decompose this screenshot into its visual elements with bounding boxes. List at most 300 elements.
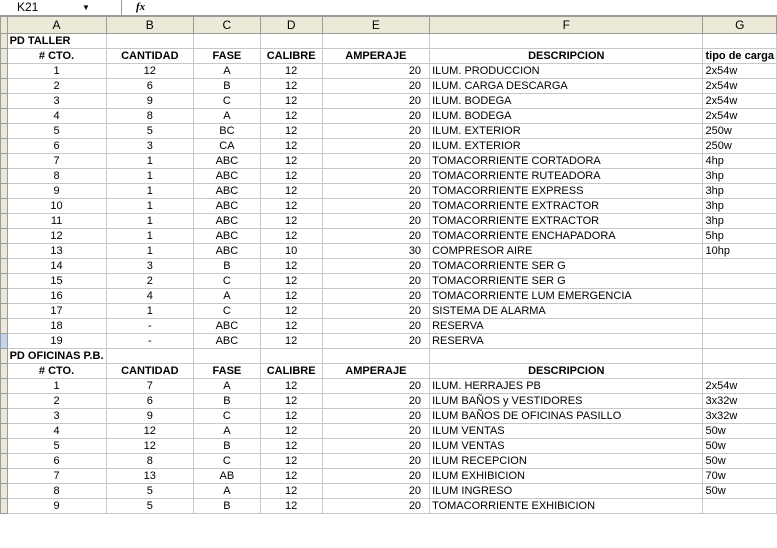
amperaje-cell[interactable]: 20: [322, 214, 429, 229]
fase-cell[interactable]: ABC: [194, 334, 261, 349]
tipo-carga-cell[interactable]: 3hp: [703, 184, 777, 199]
fase-cell[interactable]: C: [194, 304, 261, 319]
row-header[interactable]: [1, 79, 8, 94]
row-header[interactable]: [1, 394, 8, 409]
fase-cell[interactable]: ABC: [194, 319, 261, 334]
row-header[interactable]: [1, 364, 8, 379]
cto-cell[interactable]: 8: [7, 484, 106, 499]
tipo-carga-cell[interactable]: 70w: [703, 469, 777, 484]
name-box-value: K21: [17, 0, 39, 14]
descripcion-cell[interactable]: RESERVA: [430, 319, 703, 334]
amperaje-cell[interactable]: 20: [322, 379, 429, 394]
tipo-carga-cell[interactable]: 50w: [703, 484, 777, 499]
empty-cell[interactable]: [194, 349, 261, 364]
row-header[interactable]: [1, 409, 8, 424]
cto-cell[interactable]: 11: [7, 214, 106, 229]
descripcion-cell[interactable]: TOMACORRIENTE RUTEADORA: [430, 169, 703, 184]
cantidad-cell[interactable]: 5: [106, 484, 194, 499]
amperaje-cell[interactable]: 20: [322, 124, 429, 139]
column-header-a[interactable]: A: [7, 17, 106, 34]
row-header[interactable]: [1, 289, 8, 304]
calibre-cell[interactable]: 12: [260, 199, 322, 214]
fase-cell[interactable]: A: [194, 424, 261, 439]
fase-cell[interactable]: C: [194, 409, 261, 424]
empty-cell[interactable]: [430, 349, 703, 364]
row-header[interactable]: [1, 64, 8, 79]
tipo-carga-cell[interactable]: 3hp: [703, 169, 777, 184]
cantidad-cell[interactable]: 4: [106, 289, 194, 304]
descripcion-cell[interactable]: TOMACORRIENTE SER G: [430, 259, 703, 274]
row-header[interactable]: [1, 484, 8, 499]
amperaje-cell[interactable]: 20: [322, 274, 429, 289]
cto-cell[interactable]: 9: [7, 184, 106, 199]
row-header[interactable]: [1, 469, 8, 484]
empty-cell[interactable]: [703, 34, 777, 49]
table-row: [1, 274, 777, 289]
calibre-cell[interactable]: 12: [260, 109, 322, 124]
cto-cell[interactable]: 18: [7, 319, 106, 334]
cto-cell[interactable]: 12: [7, 229, 106, 244]
cantidad-cell[interactable]: 7: [106, 379, 194, 394]
formula-bar: [0, 0, 777, 16]
table-row: [1, 439, 777, 454]
header-fase[interactable]: FASE: [194, 49, 261, 64]
tipo-carga-cell[interactable]: 2x54w: [703, 379, 777, 394]
section-title-row: [1, 349, 777, 364]
select-all-corner[interactable]: [1, 17, 8, 34]
amperaje-cell[interactable]: 20: [322, 199, 429, 214]
table-row: [1, 379, 777, 394]
empty-cell[interactable]: [703, 349, 777, 364]
empty-cell[interactable]: [106, 34, 194, 49]
cto-cell[interactable]: 6: [7, 454, 106, 469]
fx-icon[interactable]: fx: [136, 1, 146, 13]
cantidad-cell[interactable]: 6: [106, 394, 194, 409]
empty-cell[interactable]: [322, 34, 429, 49]
cantidad-cell[interactable]: -: [106, 319, 194, 334]
tipo-carga-cell[interactable]: [703, 289, 777, 304]
header-cto[interactable]: # CTO.: [7, 49, 106, 64]
table-row: [1, 169, 777, 184]
table-row: [1, 199, 777, 214]
cto-cell[interactable]: 17: [7, 304, 106, 319]
cantidad-cell[interactable]: 3: [106, 139, 194, 154]
fase-cell[interactable]: A: [194, 379, 261, 394]
fase-cell[interactable]: ABC: [194, 154, 261, 169]
calibre-cell[interactable]: 12: [260, 259, 322, 274]
cto-cell[interactable]: 3: [7, 94, 106, 109]
calibre-cell[interactable]: 12: [260, 484, 322, 499]
fase-cell[interactable]: C: [194, 454, 261, 469]
amperaje-cell[interactable]: 20: [322, 484, 429, 499]
fase-cell[interactable]: A: [194, 109, 261, 124]
amperaje-cell[interactable]: 30: [322, 244, 429, 259]
calibre-cell[interactable]: 12: [260, 184, 322, 199]
section-title-row: [1, 34, 777, 49]
amperaje-cell[interactable]: 20: [322, 139, 429, 154]
spreadsheet-grid: [0, 16, 777, 514]
fase-cell[interactable]: A: [194, 484, 261, 499]
table-row: [1, 469, 777, 484]
row-header[interactable]: [1, 454, 8, 469]
tipo-carga-cell[interactable]: 2x54w: [703, 64, 777, 79]
amperaje-cell[interactable]: 20: [322, 79, 429, 94]
amperaje-cell[interactable]: 20: [322, 94, 429, 109]
calibre-cell[interactable]: 12: [260, 229, 322, 244]
header-descripcion[interactable]: DESCRIPCION: [430, 364, 703, 379]
cantidad-cell[interactable]: 1: [106, 184, 194, 199]
descripcion-cell[interactable]: ILUM BAÑOS DE OFICINAS PASILLO: [430, 409, 703, 424]
cto-cell[interactable]: 19: [7, 334, 106, 349]
empty-cell[interactable]: [430, 34, 703, 49]
table-row: [1, 124, 777, 139]
calibre-cell[interactable]: 12: [260, 439, 322, 454]
amperaje-cell[interactable]: 20: [322, 289, 429, 304]
fase-cell[interactable]: A: [194, 289, 261, 304]
calibre-cell[interactable]: 12: [260, 409, 322, 424]
amperaje-cell[interactable]: 20: [322, 154, 429, 169]
tipo-carga-cell[interactable]: 3x32w: [703, 409, 777, 424]
tipo-carga-cell[interactable]: [703, 274, 777, 289]
cantidad-cell[interactable]: 9: [106, 94, 194, 109]
row-header[interactable]: [1, 379, 8, 394]
header-cto[interactable]: # CTO.: [7, 364, 106, 379]
descripcion-cell[interactable]: ILUM. BODEGA: [430, 109, 703, 124]
table-row: [1, 409, 777, 424]
descripcion-cell[interactable]: TOMACORRIENTE ENCHAPADORA: [430, 229, 703, 244]
calibre-cell[interactable]: 12: [260, 289, 322, 304]
descripcion-cell[interactable]: TOMACORRIENTE SER G: [430, 274, 703, 289]
calibre-cell[interactable]: 12: [260, 154, 322, 169]
amperaje-cell[interactable]: 20: [322, 499, 429, 514]
amperaje-cell[interactable]: 20: [322, 109, 429, 124]
fase-cell[interactable]: ABC: [194, 229, 261, 244]
descripcion-cell[interactable]: ILUM. EXTERIOR: [430, 124, 703, 139]
descripcion-cell[interactable]: TOMACORRIENTE EXTRACTOR: [430, 199, 703, 214]
row-header[interactable]: [1, 244, 8, 259]
cto-cell[interactable]: 5: [7, 439, 106, 454]
tipo-carga-cell[interactable]: 50w: [703, 424, 777, 439]
calibre-cell[interactable]: 12: [260, 79, 322, 94]
column-header-b[interactable]: B: [106, 17, 194, 34]
cto-cell[interactable]: 1: [7, 379, 106, 394]
row-header[interactable]: [1, 274, 8, 289]
section-title[interactable]: PD TALLER: [7, 34, 106, 49]
tipo-carga-cell[interactable]: [703, 499, 777, 514]
header-tipo[interactable]: tipo de carga: [703, 49, 777, 64]
row-header[interactable]: [1, 229, 8, 244]
table-row: [1, 109, 777, 124]
cantidad-cell[interactable]: 1: [106, 169, 194, 184]
table-row: [1, 484, 777, 499]
table-row: [1, 94, 777, 109]
cto-cell[interactable]: 8: [7, 169, 106, 184]
cantidad-cell[interactable]: 3: [106, 259, 194, 274]
calibre-cell[interactable]: 12: [260, 124, 322, 139]
row-header[interactable]: [1, 199, 8, 214]
table-row: [1, 64, 777, 79]
row-header[interactable]: [1, 34, 8, 49]
row-header[interactable]: [1, 334, 8, 349]
row-header[interactable]: [1, 124, 8, 139]
fase-cell[interactable]: B: [194, 259, 261, 274]
table-row: [1, 424, 777, 439]
cantidad-cell[interactable]: 12: [106, 424, 194, 439]
cantidad-cell[interactable]: 1: [106, 304, 194, 319]
cto-cell[interactable]: 14: [7, 259, 106, 274]
cantidad-cell[interactable]: 5: [106, 499, 194, 514]
fase-cell[interactable]: ABC: [194, 199, 261, 214]
section-header-row: [1, 49, 777, 64]
tipo-carga-cell[interactable]: 10hp: [703, 244, 777, 259]
cantidad-cell[interactable]: -: [106, 334, 194, 349]
formula-input[interactable]: [154, 0, 774, 15]
column-header-c[interactable]: C: [194, 17, 261, 34]
table-row: [1, 334, 777, 349]
empty-cell[interactable]: [260, 34, 322, 49]
descripcion-cell[interactable]: TOMACORRIENTE CORTADORA: [430, 154, 703, 169]
header-calibre[interactable]: CALIBRE: [260, 49, 322, 64]
cantidad-cell[interactable]: 1: [106, 229, 194, 244]
table-row: [1, 214, 777, 229]
fase-cell[interactable]: ABC: [194, 214, 261, 229]
descripcion-cell[interactable]: COMPRESOR AIRE: [430, 244, 703, 259]
header-cantidad[interactable]: CANTIDAD: [106, 364, 194, 379]
section-header-row: [1, 364, 777, 379]
table-row: [1, 259, 777, 274]
cto-cell[interactable]: 2: [7, 394, 106, 409]
table-row: [1, 319, 777, 334]
column-header-row: [1, 17, 777, 34]
cantidad-cell[interactable]: 12: [106, 439, 194, 454]
amperaje-cell[interactable]: 20: [322, 469, 429, 484]
cantidad-cell[interactable]: 1: [106, 214, 194, 229]
header-fase[interactable]: FASE: [194, 364, 261, 379]
fase-cell[interactable]: A: [194, 64, 261, 79]
row-header[interactable]: [1, 499, 8, 514]
descripcion-cell[interactable]: ILUM RECEPCION: [430, 454, 703, 469]
fase-cell[interactable]: B: [194, 79, 261, 94]
calibre-cell[interactable]: 12: [260, 274, 322, 289]
descripcion-cell[interactable]: TOMACORRIENTE EXHIBICION: [430, 499, 703, 514]
cto-cell[interactable]: 13: [7, 244, 106, 259]
cto-cell[interactable]: 7: [7, 469, 106, 484]
calibre-cell[interactable]: 12: [260, 424, 322, 439]
tipo-carga-cell[interactable]: 50w: [703, 454, 777, 469]
descripcion-cell[interactable]: TOMACORRIENTE LUM EMERGENCIA: [430, 289, 703, 304]
calibre-cell[interactable]: 12: [260, 319, 322, 334]
cto-cell[interactable]: 4: [7, 424, 106, 439]
cantidad-cell[interactable]: 13: [106, 469, 194, 484]
fase-cell[interactable]: AB: [194, 469, 261, 484]
cantidad-cell[interactable]: 1: [106, 199, 194, 214]
fase-cell[interactable]: C: [194, 274, 261, 289]
row-header[interactable]: [1, 439, 8, 454]
cto-cell[interactable]: 2: [7, 79, 106, 94]
descripcion-cell[interactable]: ILUM. PRODUCCION: [430, 64, 703, 79]
header-cantidad[interactable]: CANTIDAD: [106, 49, 194, 64]
row-header[interactable]: [1, 94, 8, 109]
fase-cell[interactable]: B: [194, 439, 261, 454]
chevron-down-icon[interactable]: ▼: [82, 3, 90, 12]
cantidad-cell[interactable]: 8: [106, 109, 194, 124]
tipo-carga-cell[interactable]: 2x54w: [703, 79, 777, 94]
descripcion-cell[interactable]: ILUM. EXTERIOR: [430, 139, 703, 154]
amperaje-cell[interactable]: 20: [322, 454, 429, 469]
fase-cell[interactable]: ABC: [194, 184, 261, 199]
cantidad-cell[interactable]: 5: [106, 124, 194, 139]
row-header[interactable]: [1, 304, 8, 319]
cto-cell[interactable]: 3: [7, 409, 106, 424]
amperaje-cell[interactable]: 20: [322, 409, 429, 424]
grid-body: [1, 34, 777, 514]
tipo-carga-cell[interactable]: 250w: [703, 139, 777, 154]
empty-cell[interactable]: [106, 349, 194, 364]
row-header[interactable]: [1, 109, 8, 124]
cantidad-cell[interactable]: 8: [106, 454, 194, 469]
tipo-carga-cell[interactable]: 2x54w: [703, 94, 777, 109]
amperaje-cell[interactable]: 20: [322, 439, 429, 454]
amperaje-cell[interactable]: 20: [322, 64, 429, 79]
row-header[interactable]: [1, 424, 8, 439]
calibre-cell[interactable]: 12: [260, 169, 322, 184]
empty-cell[interactable]: [194, 34, 261, 49]
calibre-cell[interactable]: 12: [260, 214, 322, 229]
tipo-carga-cell[interactable]: [703, 319, 777, 334]
tipo-carga-cell[interactable]: 50w: [703, 439, 777, 454]
row-header[interactable]: [1, 169, 8, 184]
descripcion-cell[interactable]: ILUM INGRESO: [430, 484, 703, 499]
tipo-carga-cell[interactable]: [703, 259, 777, 274]
tipo-carga-cell[interactable]: 2x54w: [703, 109, 777, 124]
calibre-cell[interactable]: 12: [260, 304, 322, 319]
calibre-cell[interactable]: 12: [260, 499, 322, 514]
descripcion-cell[interactable]: SISTEMA DE ALARMA: [430, 304, 703, 319]
fase-cell[interactable]: ABC: [194, 244, 261, 259]
descripcion-cell[interactable]: ILUM. HERRAJES PB: [430, 379, 703, 394]
column-header-g[interactable]: G: [703, 17, 777, 34]
table-row: [1, 304, 777, 319]
row-header[interactable]: [1, 214, 8, 229]
calibre-cell[interactable]: 10: [260, 244, 322, 259]
fase-cell[interactable]: B: [194, 394, 261, 409]
calibre-cell[interactable]: 12: [260, 469, 322, 484]
amperaje-cell[interactable]: 20: [322, 424, 429, 439]
tipo-carga-cell[interactable]: 3hp: [703, 214, 777, 229]
cto-cell[interactable]: 4: [7, 109, 106, 124]
column-header-e[interactable]: E: [322, 17, 429, 34]
amperaje-cell[interactable]: 20: [322, 169, 429, 184]
calibre-cell[interactable]: 12: [260, 139, 322, 154]
tipo-carga-cell[interactable]: 250w: [703, 124, 777, 139]
descripcion-cell[interactable]: ILUM VENTAS: [430, 424, 703, 439]
cto-cell[interactable]: 16: [7, 289, 106, 304]
calibre-cell[interactable]: 12: [260, 64, 322, 79]
calibre-cell[interactable]: 12: [260, 394, 322, 409]
amperaje-cell[interactable]: 20: [322, 334, 429, 349]
tipo-carga-cell[interactable]: [703, 334, 777, 349]
cantidad-cell[interactable]: 6: [106, 79, 194, 94]
calibre-cell[interactable]: 12: [260, 94, 322, 109]
calibre-cell[interactable]: 12: [260, 379, 322, 394]
tipo-carga-cell[interactable]: 4hp: [703, 154, 777, 169]
header-calibre[interactable]: CALIBRE: [260, 364, 322, 379]
cto-cell[interactable]: 6: [7, 139, 106, 154]
amperaje-cell[interactable]: 20: [322, 229, 429, 244]
descripcion-cell[interactable]: ILUM EXHIBICION: [430, 469, 703, 484]
fase-cell[interactable]: CA: [194, 139, 261, 154]
tipo-carga-cell[interactable]: 3hp: [703, 199, 777, 214]
row-header[interactable]: [1, 49, 8, 64]
descripcion-cell[interactable]: ILUM BAÑOS y VESTIDORES: [430, 394, 703, 409]
cantidad-cell[interactable]: 1: [106, 154, 194, 169]
descripcion-cell[interactable]: ILUM. CARGA DESCARGA: [430, 79, 703, 94]
fase-cell[interactable]: C: [194, 94, 261, 109]
amperaje-cell[interactable]: 20: [322, 319, 429, 334]
amperaje-cell[interactable]: 20: [322, 184, 429, 199]
tipo-carga-cell[interactable]: 5hp: [703, 229, 777, 244]
column-header-d[interactable]: D: [260, 17, 322, 34]
empty-cell[interactable]: [703, 364, 777, 379]
row-header[interactable]: [1, 349, 8, 364]
tipo-carga-cell[interactable]: [703, 304, 777, 319]
table-row: [1, 154, 777, 169]
row-header[interactable]: [1, 259, 8, 274]
cto-cell[interactable]: 9: [7, 499, 106, 514]
descripcion-cell[interactable]: TOMACORRIENTE EXTRACTOR: [430, 214, 703, 229]
fase-cell[interactable]: B: [194, 499, 261, 514]
table-row: [1, 184, 777, 199]
empty-cell[interactable]: [322, 349, 429, 364]
cto-cell[interactable]: 1: [7, 64, 106, 79]
section-title[interactable]: PD OFICINAS P.B.: [7, 349, 106, 364]
calibre-cell[interactable]: 12: [260, 454, 322, 469]
table-row: [1, 394, 777, 409]
cto-cell[interactable]: 10: [7, 199, 106, 214]
calibre-cell[interactable]: 12: [260, 334, 322, 349]
amperaje-cell[interactable]: 20: [322, 394, 429, 409]
header-amperaje[interactable]: AMPERAJE: [322, 364, 429, 379]
table-row: [1, 139, 777, 154]
header-amperaje[interactable]: AMPERAJE: [322, 49, 429, 64]
fase-cell[interactable]: ABC: [194, 169, 261, 184]
cantidad-cell[interactable]: 2: [106, 274, 194, 289]
name-box[interactable]: [0, 0, 122, 15]
descripcion-cell[interactable]: RESERVA: [430, 334, 703, 349]
cantidad-cell[interactable]: 1: [106, 244, 194, 259]
descripcion-cell[interactable]: ILUM. BODEGA: [430, 94, 703, 109]
table-row: [1, 454, 777, 469]
cantidad-cell[interactable]: 9: [106, 409, 194, 424]
cto-cell[interactable]: 5: [7, 124, 106, 139]
column-header-f[interactable]: F: [430, 17, 703, 34]
header-descripcion[interactable]: DESCRIPCION: [430, 49, 703, 64]
row-header[interactable]: [1, 319, 8, 334]
row-header[interactable]: [1, 154, 8, 169]
fase-cell[interactable]: BC: [194, 124, 261, 139]
empty-cell[interactable]: [260, 349, 322, 364]
cto-cell[interactable]: 15: [7, 274, 106, 289]
tipo-carga-cell[interactable]: 3x32w: [703, 394, 777, 409]
row-header[interactable]: [1, 139, 8, 154]
descripcion-cell[interactable]: TOMACORRIENTE EXPRESS: [430, 184, 703, 199]
row-header[interactable]: [1, 184, 8, 199]
cantidad-cell[interactable]: 12: [106, 64, 194, 79]
cto-cell[interactable]: 7: [7, 154, 106, 169]
descripcion-cell[interactable]: ILUM VENTAS: [430, 439, 703, 454]
amperaje-cell[interactable]: 20: [322, 304, 429, 319]
amperaje-cell[interactable]: 20: [322, 259, 429, 274]
